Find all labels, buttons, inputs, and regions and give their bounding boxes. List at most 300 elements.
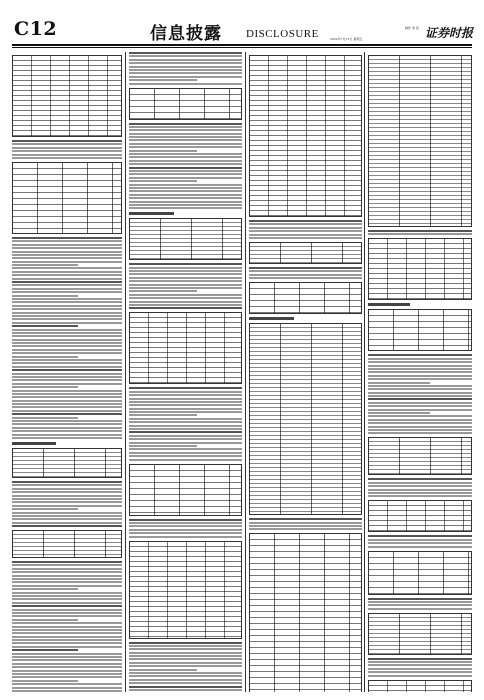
text-line [12,505,122,507]
text-line [129,401,242,403]
text-line [129,83,242,85]
text-line [368,409,472,411]
text-line [129,133,242,135]
text-line [368,485,472,487]
text-line [12,308,122,310]
text-line [12,362,122,364]
text-line [12,366,122,368]
text-line [12,264,78,266]
text-line [12,673,122,675]
text-line [129,428,242,430]
text-line [368,668,472,670]
text-line [12,687,122,689]
data-table [368,238,472,300]
text-line [129,689,242,691]
text-line [12,632,122,634]
section-heading [368,303,410,306]
text-line [129,648,242,650]
text-line [129,675,242,677]
text-line [12,522,122,524]
text-line [12,352,122,354]
text-line [12,322,122,324]
text-line [129,290,197,292]
text-line [12,595,122,597]
text-line [129,146,242,148]
text-line [249,528,362,530]
text-line [368,664,472,666]
text-line [368,382,430,384]
text-line [12,518,122,520]
text-line [129,184,242,186]
text-line [129,662,242,664]
text-line [368,358,472,360]
data-table [12,162,122,234]
text-line [12,481,122,483]
text-line [12,147,122,149]
data-table [129,88,242,120]
section-heading [249,317,294,320]
text-line [12,345,122,347]
text-line [12,488,122,490]
text-line [129,645,242,647]
data-table [368,680,472,692]
text-line [129,177,242,179]
text-line [12,274,122,276]
text-line [12,157,122,159]
text-line [12,568,122,570]
text-line [368,388,472,390]
masthead-rule-thin [12,47,472,48]
text-line [12,417,78,419]
text-line [12,622,122,624]
text-line [12,575,122,577]
text-line [12,564,122,566]
text-line [12,244,122,246]
text-line [12,281,122,283]
text-line [368,230,472,232]
text-line [12,619,78,621]
text-line [129,435,242,437]
text-line [129,143,242,145]
text-line [129,394,242,396]
text-line [12,240,122,242]
text-line [368,412,430,414]
text-line [368,478,472,480]
text-line [12,410,122,412]
data-table [249,55,362,217]
text-line [368,385,472,387]
text-line [12,629,122,631]
text-line [12,690,122,692]
text-line [12,315,122,317]
text-line [12,649,78,651]
text-line [129,686,242,688]
text-line [129,129,242,131]
text-line [129,525,242,527]
text-line [12,501,122,503]
text-line [129,679,242,681]
text-line [12,498,122,500]
text-line [249,237,362,239]
newspaper-logo: 证券时报 [425,26,474,40]
text-line [129,197,242,199]
text-line [12,254,122,256]
text-line [129,665,242,667]
masthead [0,0,484,44]
data-table [249,533,362,692]
text-line [12,609,122,611]
text-line [368,375,472,377]
text-line [12,335,122,337]
text-line [12,484,122,486]
text-line [12,396,122,398]
text-line [368,671,472,673]
text-line [129,123,242,125]
text-line [12,376,122,378]
meta-date: 2022年7月15日 星期五 [330,37,363,41]
data-table [129,218,242,260]
text-line [12,602,122,604]
page-body [12,52,472,692]
text-line [129,391,242,393]
text-line [129,277,242,279]
column-divider [364,52,365,692]
text-line [368,601,472,603]
text-line [368,598,472,600]
text-line [249,223,362,225]
text-line [12,639,122,641]
text-line [129,642,242,644]
text-line [368,392,472,394]
text-line [249,227,362,229]
text-line [12,325,78,327]
text-line [129,180,197,182]
text-line [368,542,472,544]
text-line [129,170,242,172]
text-line [12,683,122,685]
data-table [368,55,472,227]
text-line [12,298,122,300]
text-line [129,418,242,420]
text-line [12,626,122,628]
text-line [129,455,242,457]
text-line [12,295,78,297]
text-line [368,608,472,610]
text-line [129,459,242,461]
text-line [12,288,122,290]
text-line [12,271,122,273]
text-line [12,318,122,320]
text-line [12,646,122,648]
text-line [368,365,472,367]
text-line [368,354,472,356]
column-divider [245,52,246,692]
text-line [129,445,197,447]
text-line [129,66,242,68]
text-line [12,615,122,617]
column-1 [12,52,122,692]
column-subtitle: DISCLOSURE [246,28,319,40]
column-3 [249,52,362,692]
meta-credits: 制作 审 读 [405,26,419,30]
text-line [129,307,242,309]
text-line [12,581,122,583]
text-line [368,233,472,235]
text-line [249,220,362,222]
text-line [129,655,242,657]
section-heading [12,442,56,445]
text-line [129,163,242,165]
text-line [368,426,472,428]
text-line [249,267,362,269]
text-line [12,420,122,422]
text-line [12,284,122,286]
text-line [129,190,242,192]
text-line [368,604,472,606]
text-line [129,652,242,654]
text-line [368,368,472,370]
data-table [368,437,472,475]
text-line [12,369,122,371]
text-line [129,55,242,57]
text-line [12,257,122,259]
text-line [129,398,242,400]
text-line [129,270,242,272]
text-line [129,72,242,74]
text-line [12,585,122,587]
text-line [12,491,122,493]
text-line [12,386,78,388]
data-table [249,323,362,515]
text-line [12,670,122,672]
text-line [129,267,242,269]
text-line [129,194,242,196]
column-divider [125,52,126,692]
text-line [129,201,242,203]
data-table [368,613,472,655]
text-line [129,442,242,444]
text-line [368,415,472,417]
text-line [12,349,122,351]
data-table [12,55,122,137]
text-line [12,495,122,497]
text-line [129,297,242,299]
text-line [129,448,242,450]
text-line [129,126,242,128]
text-line [249,518,362,520]
text-line [368,658,472,660]
data-table [129,464,242,516]
text-line [12,359,122,361]
column-title: 信息披露 [150,24,222,44]
text-line [12,390,122,392]
text-line [249,274,362,276]
text-line [129,287,242,289]
text-line [129,519,242,521]
text-line [249,525,362,527]
text-line [12,383,122,385]
data-table [249,282,362,314]
text-line [129,536,242,538]
text-line [129,294,242,296]
text-line [249,270,362,272]
text-line [12,656,122,658]
text-line [129,263,242,265]
text-line [129,438,242,440]
text-line [12,267,122,269]
text-line [368,489,472,491]
text-line [249,234,362,236]
text-line [129,672,242,674]
text-line [249,522,362,524]
text-line [129,682,242,684]
text-line [12,515,122,517]
text-line [12,332,122,334]
data-table [129,312,242,384]
text-line [129,136,242,138]
text-line [12,676,122,678]
text-line [368,539,472,541]
text-line [12,312,122,314]
page-number: C12 [14,18,58,40]
data-table [368,500,472,532]
text-line [368,395,472,397]
text-line [129,452,242,454]
text-line [129,304,242,306]
text-line [129,207,242,209]
text-line [12,605,122,607]
text-line [12,598,122,600]
text-line [129,139,242,141]
text-line [12,261,122,263]
data-table [249,242,362,264]
text-line [249,277,362,279]
text-line [12,588,78,590]
text-line [129,431,242,433]
text-line [12,642,122,644]
data-table [129,541,242,639]
text-line [368,482,472,484]
text-line [12,150,122,152]
text-line [12,636,122,638]
text-line [129,69,242,71]
text-line [12,356,78,358]
text-line [368,419,472,421]
text-line [249,230,362,232]
text-line [129,62,242,64]
text-line [12,400,122,402]
text-line [12,430,122,432]
text-line [129,160,242,162]
text-line [129,150,197,152]
text-line [12,653,122,655]
text-line [12,406,122,408]
text-line [12,512,122,514]
text-line [129,153,242,155]
masthead-rule [12,44,472,46]
text-line [12,291,122,293]
text-line [129,404,242,406]
text-line [129,204,242,206]
text-line [129,411,242,413]
text-line [12,379,122,381]
text-line [12,561,122,563]
text-line [129,669,197,671]
text-line [12,393,122,395]
data-table [368,551,472,595]
text-line [368,361,472,363]
text-line [12,666,122,668]
text-line [129,408,242,410]
text-line [129,421,242,423]
section-heading [129,212,174,215]
text-line [12,247,122,249]
text-line [368,432,472,434]
text-line [368,495,472,497]
text-line [12,278,122,280]
column-4 [368,52,472,692]
text-line [368,661,472,663]
text-line [368,402,472,404]
text-line [12,427,122,429]
text-line [12,342,122,344]
text-line [129,658,242,660]
text-line [12,237,122,239]
data-table [12,448,122,478]
text-line [12,301,122,303]
text-line [12,592,122,594]
data-table [368,309,472,351]
column-2 [129,52,242,692]
text-line [368,429,472,431]
text-line [368,422,472,424]
text-line [12,612,122,614]
text-line [368,535,472,537]
text-line [368,398,472,400]
text-line [12,680,78,682]
text-line [129,187,242,189]
text-line [129,284,242,286]
text-line [368,405,472,407]
text-line [368,546,472,548]
data-table [12,530,122,558]
text-line [129,414,197,416]
text-line [129,59,242,61]
text-line [129,76,242,78]
text-line [12,571,122,573]
text-line [12,339,122,341]
text-line [129,52,242,54]
text-line [129,387,242,389]
text-line [12,578,122,580]
text-line [12,305,122,307]
text-line [129,173,242,175]
text-line [368,378,472,380]
text-line [12,423,122,425]
text-line [129,425,242,427]
text-line [12,434,122,436]
text-line [129,167,242,169]
text-line [129,280,242,282]
text-line [12,251,122,253]
text-line [12,413,122,415]
text-line [129,156,242,158]
text-line [368,492,472,494]
text-line [368,371,472,373]
text-line [12,329,122,331]
text-line [12,508,78,510]
text-line [12,143,122,145]
